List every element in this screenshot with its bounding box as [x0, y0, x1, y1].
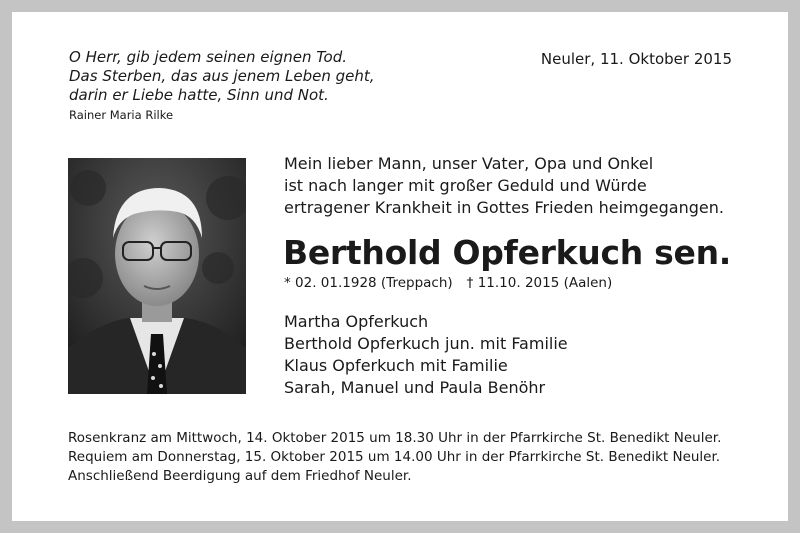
place-date: Neuler, 11. Oktober 2015: [540, 50, 732, 68]
poem-author: Rainer Maria Rilke: [69, 108, 174, 122]
mourner-4: Sarah, Manuel und Paula Benöhr: [284, 378, 546, 397]
death-date: † 11.10. 2015 (Aalen): [466, 275, 613, 291]
poem-line-2: Das Sterben, das aus jenem Leben geht,: [69, 67, 375, 85]
poem-quote: [69, 48, 399, 105]
life-dates: [284, 275, 612, 291]
obituary-card: [12, 12, 788, 521]
intro-line-2: ist nach langer mit großer Geduld und Würde: [284, 176, 647, 195]
intro-text: [284, 153, 754, 219]
service-info: [68, 429, 768, 486]
mourner-2: Berthold Opferkuch jun. mit Familie: [284, 334, 568, 353]
birth-date: * 02. 01.1928 (Treppach): [284, 275, 453, 291]
service-requiem: Requiem am Donnerstag, 15. Oktober 2015 um 14.00 Uhr in der Pfarrkirche St. Benedikt Neuler.: [68, 449, 721, 465]
intro-line-1: Mein lieber Mann, unser Vater, Opa und Onkel: [284, 154, 654, 173]
poem-line-1: O Herr, gib jedem seinen eignen Tod.: [69, 48, 348, 66]
mourner-1: Martha Opferkuch: [284, 312, 429, 331]
intro-line-3: ertragener Krankheit in Gottes Frieden heimgegangen.: [284, 198, 724, 217]
service-rosary: Rosenkranz am Mittwoch, 14. Oktober 2015 um 18.30 Uhr in der Pfarrkirche St. Benedikt Neuler.: [68, 430, 722, 446]
deceased-name: Berthold Opferkuch sen.: [283, 233, 731, 272]
poem-line-3: darin er Liebe hatte, Sinn und Not.: [69, 86, 329, 104]
portrait-illustration: [68, 158, 246, 394]
mourners-list: [284, 311, 754, 399]
portrait-photo: [68, 158, 246, 394]
mourner-3: Klaus Opferkuch mit Familie: [284, 356, 508, 375]
service-burial: Anschließend Beerdigung auf dem Friedhof Neuler.: [68, 468, 412, 484]
